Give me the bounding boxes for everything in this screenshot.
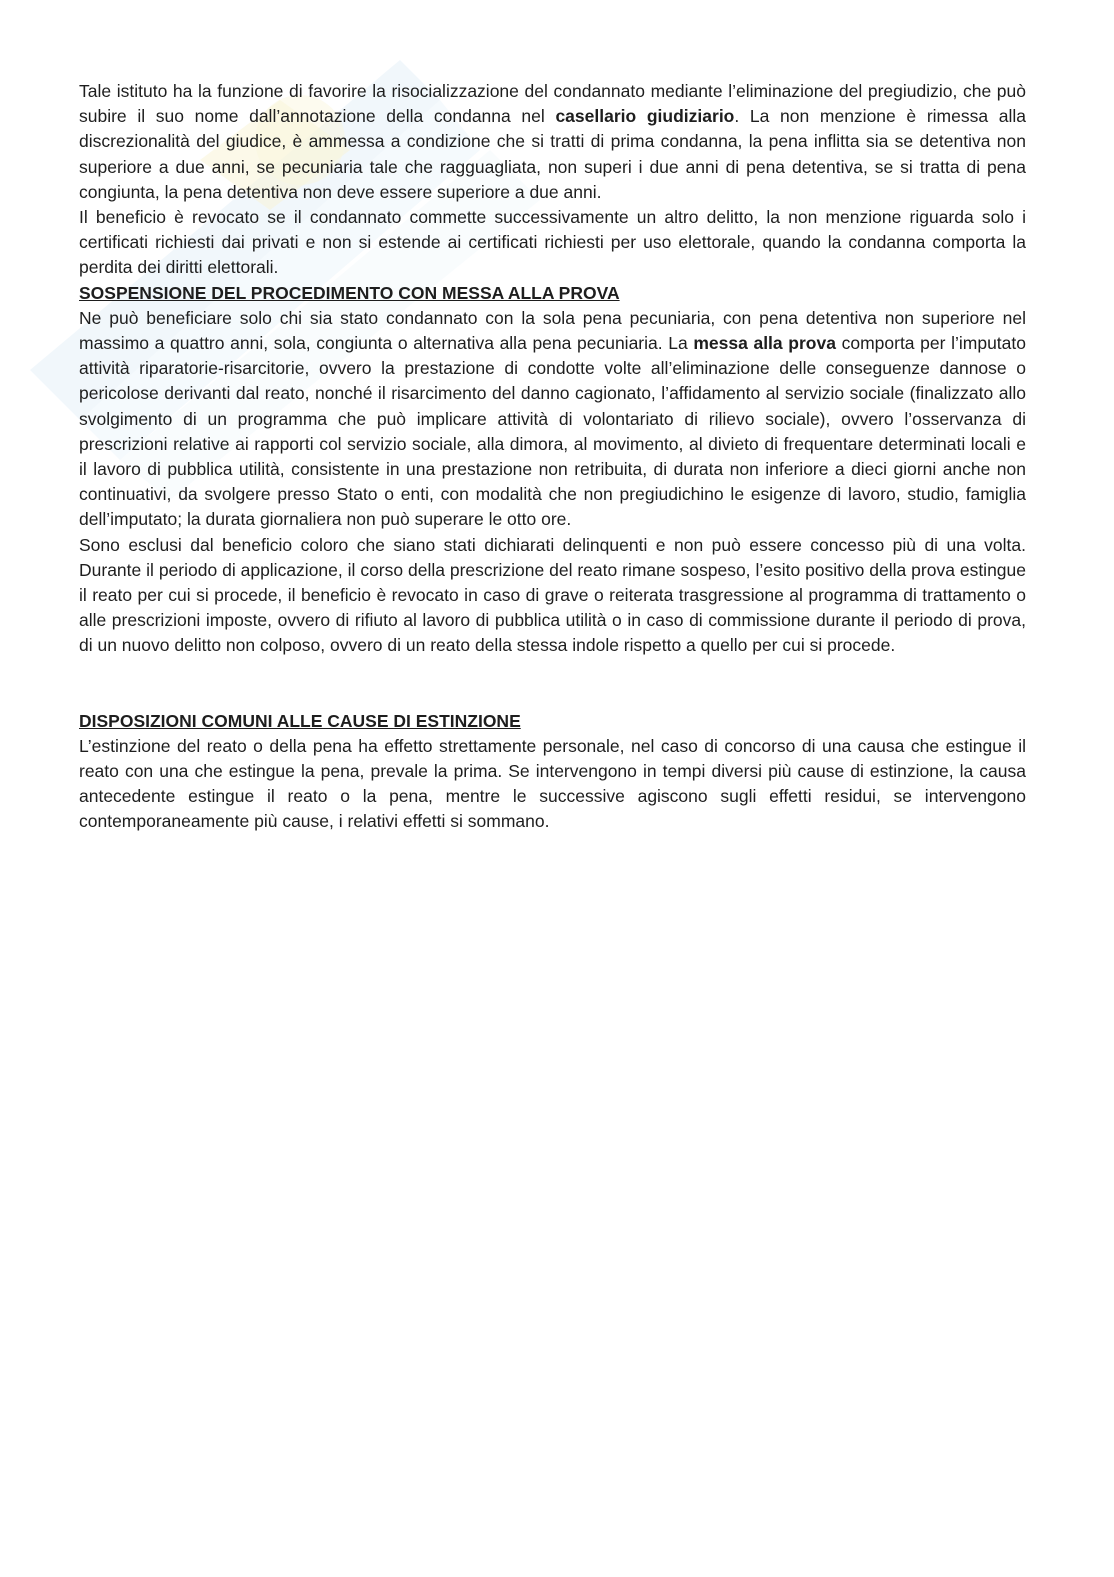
section-spacer — [79, 659, 1026, 709]
paragraph-disposizioni-comuni: L’estinzione del reato o della pena ha effetto strettamente personale, nel caso di concorso di una causa che estingue il reato con una che estingue la pena, prevale la prima. Se intervengono in tempi diversi più cause di estinzione, la causa antecedente estingue il reato o la pena, mentre le successive agiscono sugli effetti residui, se intervengono contemporaneamente più cause, i relativi effetti si sommano. — [79, 735, 1026, 832]
bold-term-messa-alla-prova: messa alla prova — [693, 333, 836, 354]
section-heading-messa-alla-prova: SOSPENSIONE DEL PROCEDIMENTO CON MESSA ALLA PROVA — [79, 282, 620, 303]
paragraph-text: . La non menzione è rimessa alla discrezionalità del giudice, è ammessa a condizione che si tratti di prima condanna, la pena inflitta sia se detentiva non superiore a due anni, se pecuniaria tale che ragguagliata, non superi i due anni di pena detentiva, se si tratta di pena congiunta, la pena detentiva non deve essere superiore a due anni. — [79, 106, 1026, 202]
paragraph-text: Ne può beneficiare solo chi sia stato condannato con la sola pena pecuniaria, con pena detentiva non superiore nel massimo a quattro anni, sola, congiunta o alternativa alla pena pecuniaria. La — [79, 307, 1026, 354]
paragraph-text: comporta per l’imputato attività riparatorie-risarcitorie, ovvero la prestazione di condotte volte all’eliminazione delle conseguenze dannose o pericolose derivanti dal reato, nonché il risarcimento del danno cagionato, l’affidamento al servizio sociale (finalizzato allo svolgimento di un programma che può implicare attività di volontariato di rilievo sociale), ovvero l’osservanza di prescrizioni relative ai rapporti col servizio sociale, alla dimora, al movimento, al divieto di frequentare determinati locali e il lavoro di pubblica utilità, consistente in una prestazione non retribuita, di durata non inferiore a dieci giorni anche non continuativi, da svolgere presso Stato o enti, con modalità che non pregiudichino le esigenze di lavoro, studio, famiglia dell’imputato; la durata giornaliera non può superare le otto ore. — [79, 333, 1026, 530]
document-body — [79, 79, 1026, 835]
paragraph-non-menzione — [79, 79, 1026, 205]
paragraph-esclusioni: Sono esclusi dal beneficio coloro che siano stati dichiarati delinquenti e non può essere concesso più di una volta. Durante il periodo di applicazione, il corso della prescrizione del reato rimane sospeso, l’esito positivo della prova estingue il reato per cui si procede, il beneficio è revocato in caso di grave o reiterata trasgressione al programma di trattamento o alle prescrizioni imposte, ovvero di rifiuto al lavoro di pubblica utilità o in caso di commissione durante il periodo di prova, di un nuovo delitto non colposo, ovvero di un reato della stessa indole rispetto a quello per cui si procede. — [79, 534, 1026, 656]
paragraph-text: Tale istituto ha la funzione di favorire la risocializzazione del condannato mediante l’eliminazione del pregiudizio, che può subire il suo nome dall’annotazione della condanna nel — [79, 81, 1026, 127]
paragraph-revoca-beneficio: Il beneficio è revocato se il condannato commette successivamente un altro delitto, la non menzione riguarda solo i certificati richiesti dai privati e non si estende ai certificati richiesti per uso elettorale, quando la condanna comporta la perdita dei diritti elettorali. — [79, 207, 1026, 278]
section-heading-disposizioni-comuni: DISPOSIZIONI COMUNI ALLE CAUSE DI ESTINZIONE — [79, 710, 521, 731]
paragraph-messa-alla-prova — [79, 306, 1026, 533]
bold-term-casellario: casellario giudiziario — [555, 106, 735, 127]
